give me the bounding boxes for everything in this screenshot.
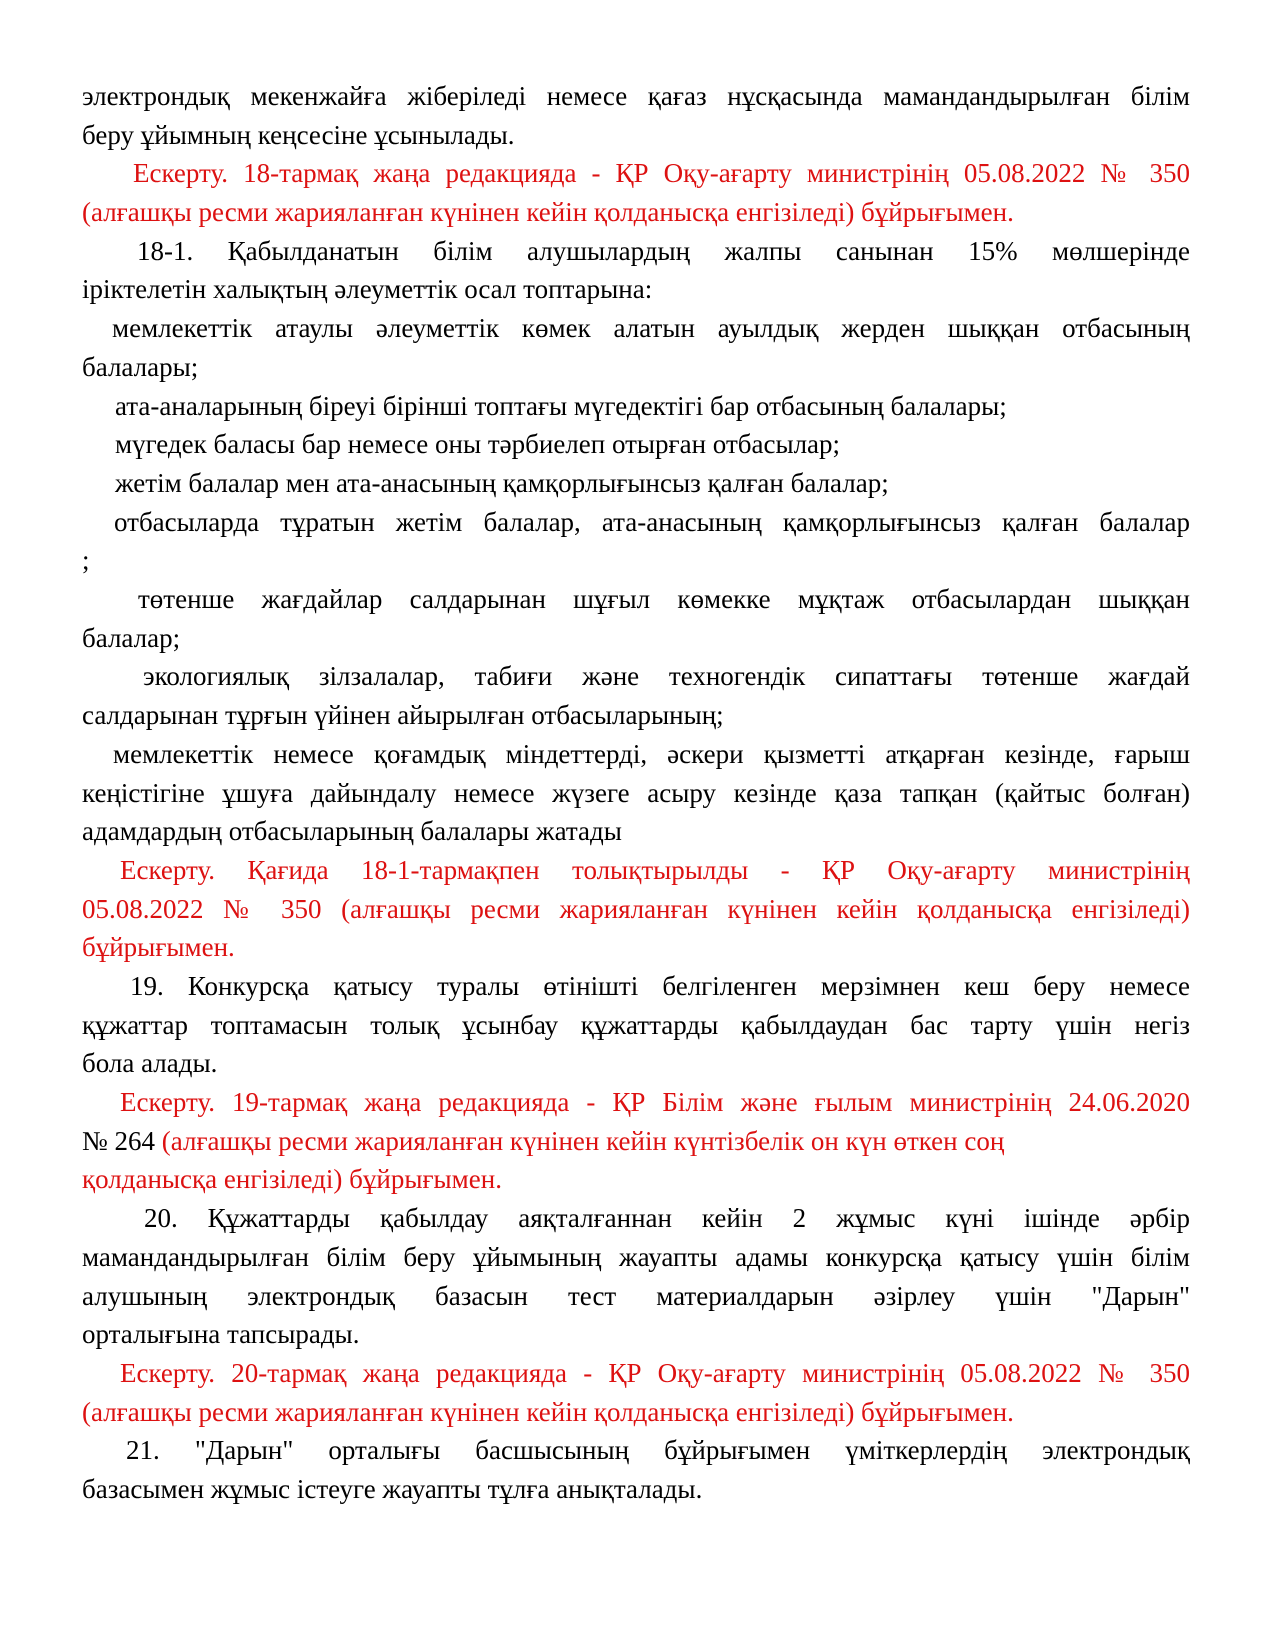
text-line: [82, 580, 1190, 619]
text-segment: 19. Конкурсқа қатысу туралы өтінішті белгіленген мерзімнен кеш беру немесе: [130, 971, 1190, 1001]
amendment-text-segment: (алғашқы ресми жарияланған күнінен кейін күнтізбелік он күн өткен соң: [161, 1125, 1005, 1156]
text-segment: 20. Құжаттарды қабылдау аяқталғаннан кейін 2 жұмыс күні ішінде әрбір: [144, 1203, 1190, 1234]
text-segment: экологиялық зілзалалар, табиғи және техногендік сипаттағы төтенше жағдай: [143, 661, 1190, 692]
amendment-text-segment: Ескерту. Қағида 18-1-тармақпен толықтырылды - ҚР Оқу-ағарту министрінің: [120, 854, 1190, 885]
amendment-text-segment: бұйрығымен.: [82, 932, 235, 963]
text-line: [82, 541, 1190, 580]
text-line: [82, 77, 1190, 116]
text-line: [82, 812, 1190, 851]
text-line: [82, 967, 1190, 1006]
text-segment: базасымен жұмыс істеуге жауапты тұлға анықталады.: [82, 1474, 703, 1505]
amendment-text-segment: Ескерту. 20-тармақ жаңа редакцияда - ҚР Оқу-ағарту министрінің 05.08.2022 № 350: [120, 1357, 1190, 1388]
text-line: [82, 1238, 1190, 1277]
text-line: [82, 270, 1190, 309]
amendment-text-segment: 05.08.2022 № 350 (алғашқы ресми жарияланған күнінен кейін қолданысқа енгізіледі): [82, 893, 1190, 924]
amendment-text-segment: (алғашқы ресми жарияланған күнінен кейін қолданысқа енгізіледі) бұйрығымен.: [82, 197, 1014, 228]
text-line: [82, 1199, 1190, 1238]
text-segment: мемлекеттік немесе қоғамдық міндеттерді, әскери қызметті атқарған кезінде, ғарыш: [113, 738, 1190, 769]
text-line: [82, 1006, 1190, 1045]
text-segment: жетім балалар мен ата-анасының қамқорлығынсыз қалған балалар;: [115, 467, 889, 498]
text-segment: ата-аналарының біреуі бірінші топтағы мүгедектігі бар отбасының балалары;: [115, 390, 1007, 421]
text-line: [82, 1315, 1190, 1354]
amendment-note-line: [82, 1083, 1190, 1122]
amendment-note-line: [82, 1393, 1190, 1432]
amendment-note-line: [82, 851, 1190, 890]
text-segment: беру ұйымның кеңсесіне ұсынылады.: [82, 119, 515, 150]
text-segment: балалары;: [82, 351, 199, 382]
text-line: [82, 348, 1190, 387]
text-segment: электрондық мекенжайға жіберіледі немесе қағаз нұсқасында мамандандырылған білім: [82, 81, 1190, 111]
text-line: [82, 696, 1190, 735]
text-line: [82, 1277, 1190, 1316]
amendment-note-line: [82, 1354, 1190, 1393]
text-segment: 21. "Дарын" орталығы басшысының бұйрығымен үміткерлердің электрондық: [126, 1435, 1190, 1466]
amendment-note-line: [82, 890, 1190, 929]
amendment-note-line: [82, 1160, 1190, 1199]
text-line: [82, 1122, 1190, 1161]
document-text: [82, 77, 1190, 1509]
text-line: [82, 774, 1190, 813]
amendment-note-line: [82, 928, 1190, 967]
text-segment: орталығына тапсырады.: [82, 1319, 360, 1350]
text-segment: ;: [82, 545, 90, 576]
amendment-note-line: [82, 154, 1190, 193]
amendment-text-segment: қолданысқа енгізіледі) бұйрығымен.: [82, 1164, 502, 1195]
text-segment: салдарынан тұрғын үйінен айырылған отбасыларының;: [82, 700, 724, 731]
text-segment: алушының электрондық базасын тест материалдарын әзірлеу үшін "Дарын": [82, 1280, 1190, 1311]
text-segment: мүгедек баласы бар немесе оны тәрбиелеп отырған отбасылар;: [115, 429, 841, 460]
text-segment: отбасыларда тұратын жетім балалар, ата-анасының қамқорлығынсыз қалған балалар: [114, 506, 1190, 537]
text-segment: балалар;: [82, 622, 181, 653]
amendment-text-segment: Ескерту. 19-тармақ жаңа редакцияда - ҚР Білім және ғылым министрінің 24.06.2020: [120, 1087, 1190, 1118]
text-line: [82, 232, 1190, 271]
text-line: [82, 657, 1190, 696]
amendment-note-line: [82, 193, 1190, 232]
text-line: [82, 1431, 1190, 1470]
text-segment: кеңістігіне ұшуға дайындалу немесе жүзеге асыру кезінде қаза тапқан (қайтыс болған): [82, 777, 1190, 808]
text-line: [82, 464, 1190, 503]
text-line: [82, 387, 1190, 426]
text-line: [82, 116, 1190, 155]
text-line: [82, 735, 1190, 774]
text-segment: адамдардың отбасыларының балалары жатады: [82, 816, 622, 847]
text-line: [82, 1044, 1190, 1083]
text-line: [82, 309, 1190, 348]
text-line: [82, 425, 1190, 464]
text-segment: № 264: [82, 1125, 162, 1156]
amendment-text-segment: (алғашқы ресми жарияланған күнінен кейін қолданысқа енгізіледі) бұйрығымен.: [82, 1396, 1014, 1427]
text-segment: төтенше жағдайлар салдарынан шұғыл көмекке мұқтаж отбасылардан шыққан: [138, 584, 1190, 615]
text-segment: мамандандырылған білім беру ұйымының жауапты адамы конкурсқа қатысу үшін білім: [82, 1241, 1190, 1272]
text-segment: мемлекеттік атаулы әлеуметтік көмек алатын ауылдық жерден шыққан отбасының: [112, 313, 1190, 344]
text-segment: іріктелетін халықтың әлеуметтік осал топтарына:: [82, 274, 653, 305]
amendment-text-segment: Ескерту. 18-тармақ жаңа редакцияда - ҚР Оқу-ағарту министрінің 05.08.2022 № 350: [133, 158, 1190, 189]
text-line: [82, 619, 1190, 658]
text-segment: құжаттар топтамасын толық ұсынбау құжаттарды қабылдаудан бас тарту үшін негіз: [82, 1009, 1190, 1040]
text-line: [82, 1470, 1190, 1509]
text-line: [82, 503, 1190, 542]
text-segment: бола алады.: [82, 1048, 218, 1079]
text-segment: 18-1. Қабылданатын білім алушылардың жалпы санынан 15% мөлшерінде: [137, 235, 1190, 266]
